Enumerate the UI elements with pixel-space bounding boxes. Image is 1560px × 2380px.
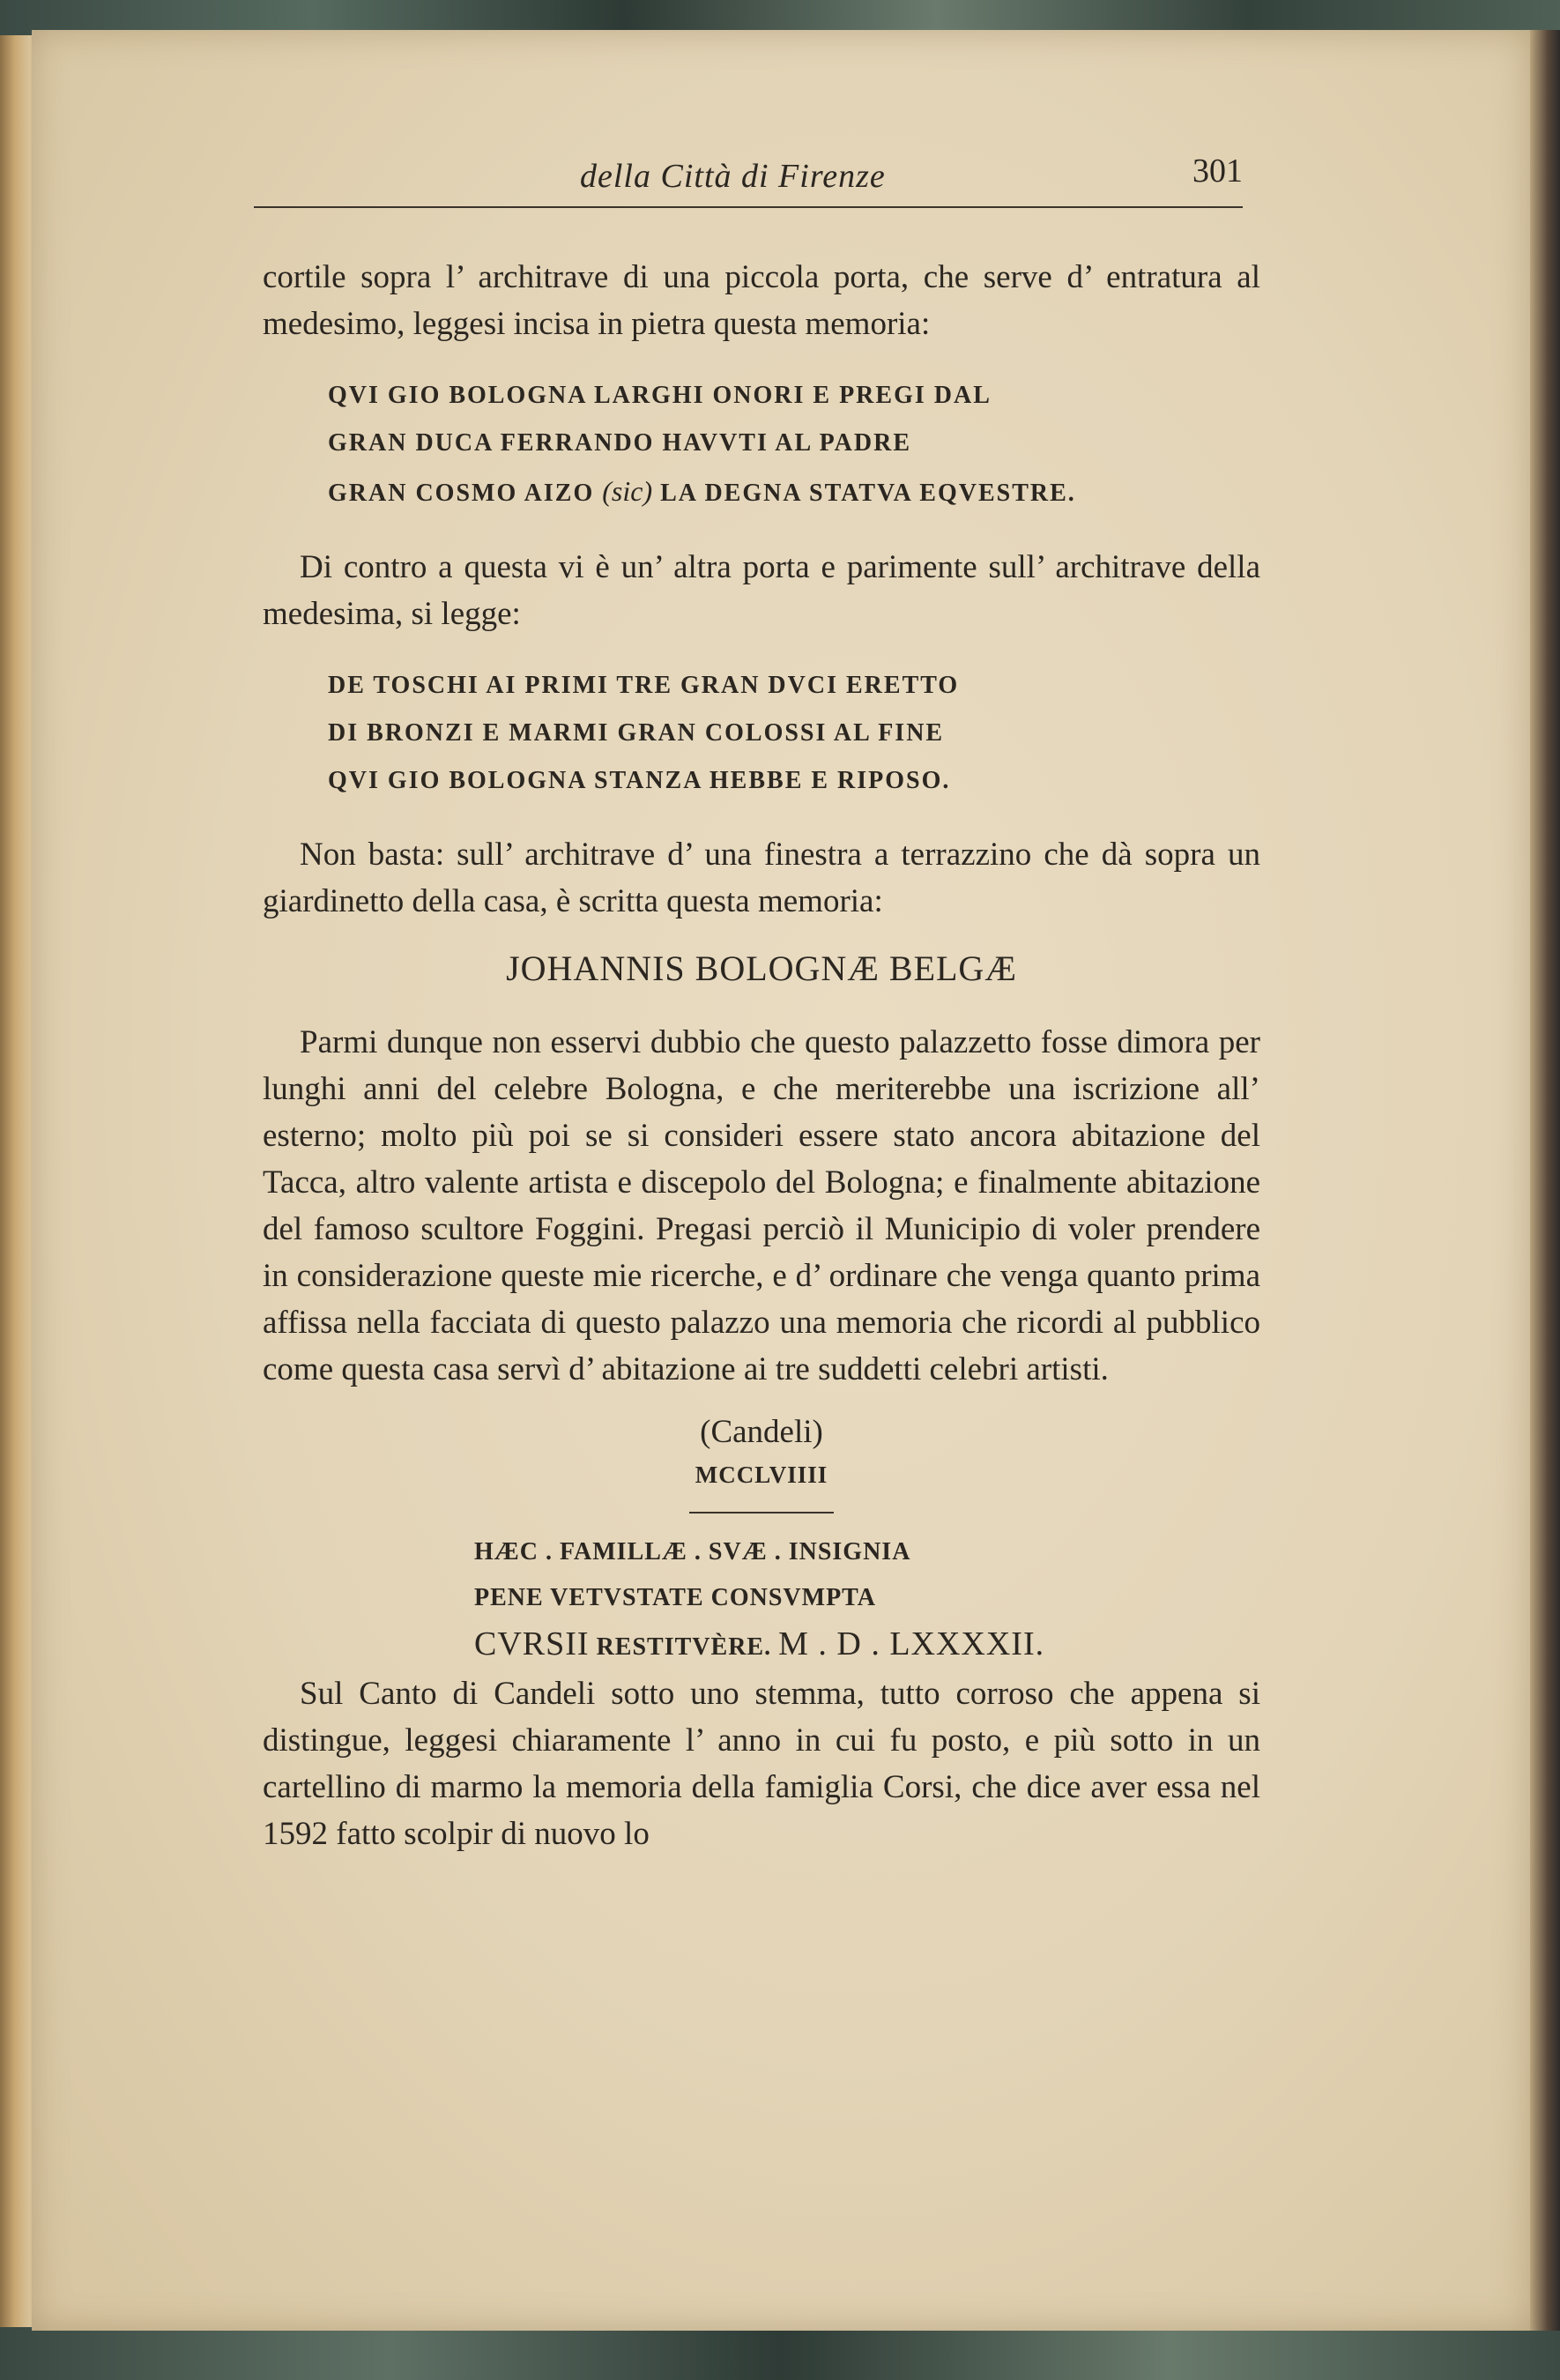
paragraph-3: Non basta: sull’ architrave d’ una finestra a terrazzino che dà sopra un giardinetto della casa, è scritta questa memoria: bbox=[263, 837, 1260, 919]
inscription-3-line-2: PENE VETVSTATE CONSVMPTA bbox=[474, 1584, 876, 1611]
paragraph-2: Di contro a questa vi è un’ altra porta e parimente sull’ architrave della medesima, si legge: bbox=[263, 549, 1260, 632]
paragraph-5: Sul Canto di Candeli sotto uno stemma, tutto corroso che appena si distingue, leggesi chiaramente l’ anno in cui fu posto, e più sotto in un cartellino di marmo la memoria della famiglia Corsi, che dice aver essa nel 1592 fatto scolpir di nuovo lo bbox=[263, 1676, 1260, 1852]
inscription-block-2 bbox=[328, 662, 1260, 805]
header-rule bbox=[254, 206, 1243, 208]
inscription-block-3 bbox=[474, 1529, 1260, 1670]
page-body bbox=[263, 254, 1260, 1857]
signature-candeli: (Candeli) bbox=[700, 1414, 823, 1450]
section-rule bbox=[689, 1512, 834, 1514]
inscription-2-line-1: DE TOSCHI AI PRIMI TRE GRAN DVCI ERETTO bbox=[328, 672, 960, 699]
year-roman-numeral: MCCLVIIII bbox=[695, 1461, 828, 1488]
inscription-1-line-1: QVI GIO BOLOGNA LARGHI ONORI E PREGI DAL bbox=[328, 382, 992, 409]
paragraph-4: Parmi dunque non esservi dubbio che questo palazzetto fosse dimora per lunghi anni del celebre Bologna, e che meriterebbe una iscrizione all’ esterno; molto più poi se si consideri essere stato ancora abitazione del Tacca, altro valente artista e discepolo del Bologna; e finalmente abitazione del famoso scultore Foggini. Pregasi perciò il Municipio di voler prendere in considerazione queste mie ricerche, e d’ ordinare che venga quanto prima affissa nella facciata di questo palazzo una memoria che ricordi al pubblico come questa casa servì d’ abitazione ai tre suddetti celebri artisti. bbox=[263, 1024, 1260, 1387]
inscription-1-line-3-a: GRAN COSMO AIZO bbox=[328, 480, 595, 507]
running-title: della Città di Firenze bbox=[580, 158, 886, 195]
inscription-3-restituere: RESTITVÈRE. bbox=[596, 1633, 772, 1661]
page-number: 301 bbox=[1192, 152, 1243, 190]
page-header bbox=[254, 148, 1243, 210]
page-right-edge bbox=[1530, 30, 1560, 2331]
inscription-3-line-3 bbox=[474, 1621, 1260, 1670]
paragraph-1: cortile sopra l’ architrave di una piccola porta, che serve d’ entratura al medesimo, leggesi incisa in pietra questa memoria: bbox=[263, 259, 1260, 342]
inscription-3-date: M . D . LXXXXII. bbox=[778, 1625, 1045, 1662]
inscription-3-cursii: CVRSII bbox=[474, 1625, 590, 1662]
inscription-3-line-1: HÆC . FAMILLÆ . SVÆ . INSIGNIA bbox=[474, 1538, 911, 1566]
inscription-1-line-2: GRAN DUCA FERRANDO HAVVTI AL PADRE bbox=[328, 429, 912, 457]
inscription-1-line-3 bbox=[328, 467, 1260, 517]
inscription-1-line-3-b: LA DEGNA STATVA EQVESTRE. bbox=[660, 480, 1076, 507]
inscription-2-line-2: DI BRONZI E MARMI GRAN COLOSSI AL FINE bbox=[328, 719, 945, 747]
inscription-block-1 bbox=[328, 372, 1260, 517]
johannis-inscription-title: JOHANNIS BOLOGNÆ BELGÆ bbox=[506, 948, 1017, 988]
sic-note: (sic) bbox=[602, 475, 653, 507]
inscription-2-line-3: QVI GIO BOLOGNA STANZA HEBBE E RIPOSO. bbox=[328, 767, 951, 794]
